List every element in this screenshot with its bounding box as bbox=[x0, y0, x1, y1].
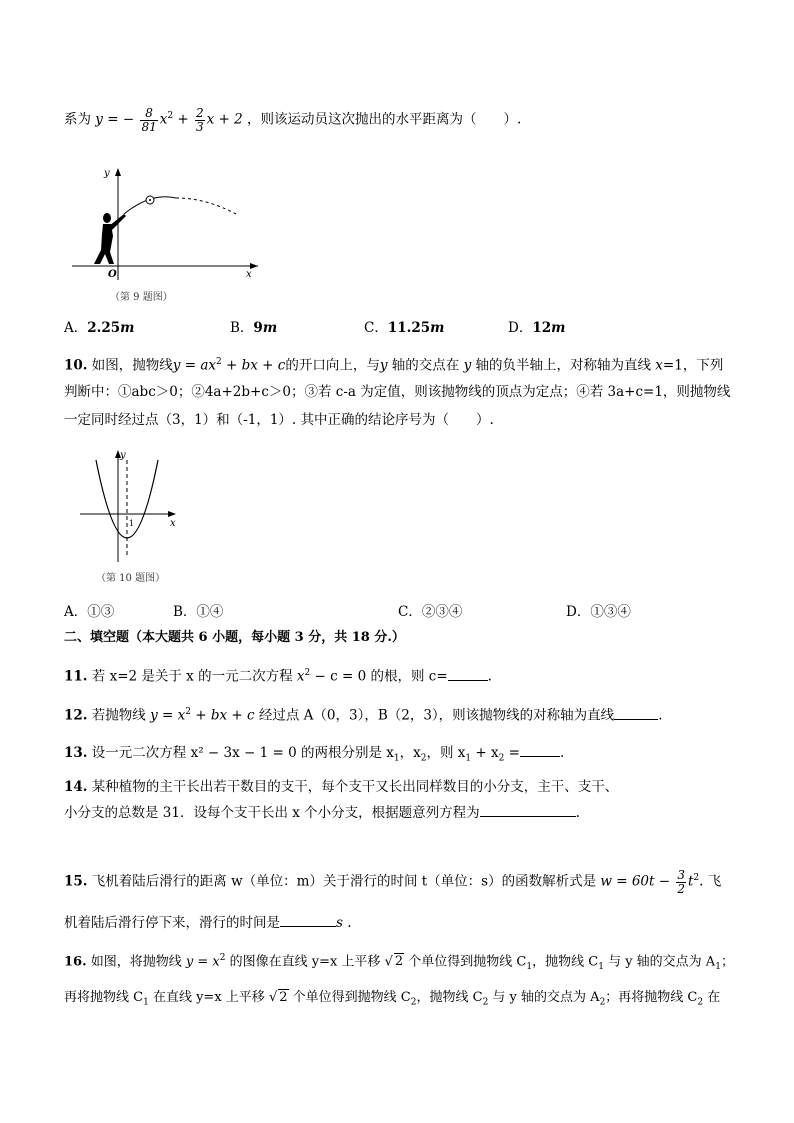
q10-caption: （第 10 题图） bbox=[96, 573, 166, 584]
q14-line2: 小分支的总数是 31．设每个支干长出 x 个小分支，根据题意列方程为 . bbox=[64, 802, 580, 823]
section-2-header: 二、填空题（本大题共 6 小题，每小题 3 分，共 18 分.） bbox=[64, 630, 405, 645]
q16-line1: 16. 如图，将抛物线 $y = x^2$ 的图像在直线 y=x 上平移 √ 2 个单位得到抛物线 $C_1$，抛物线 $C_1$ 与 y 轴的交点为 $A_1$； bbox=[64, 953, 734, 972]
axis-x-label: x bbox=[170, 518, 176, 529]
q11: 11. 若 x=2 是关于 x 的一元二次方程 $x^2 - c = 0$ 的根，则 c= . bbox=[64, 663, 492, 687]
q10-line2: 判断中：①abc＞0；②4a+2b+c＞0；③若 c-a 为定值，则该抛物线的顶点为定点；④若 3a+c=1，则抛物线 bbox=[64, 384, 731, 400]
axis-y-label: y bbox=[104, 168, 110, 179]
q9-option-c: C．11.25m bbox=[364, 320, 445, 336]
q10-option-a: A．①③ bbox=[64, 604, 115, 620]
tick-label: 1 bbox=[129, 519, 135, 528]
fraction-2-3: $\frac{2}{3}$ bbox=[196, 105, 204, 134]
q10-line1: 10. 如图，抛物线$y = ax^2$ + bx + c的开口向上，与y 轴的交点在 y 轴的负半轴上，对称轴为直线 x=1，下列 bbox=[64, 357, 724, 374]
axis-y-label: y bbox=[120, 450, 126, 461]
q9-option-b: B．9m bbox=[230, 320, 278, 336]
axis-x-label: x bbox=[246, 269, 252, 280]
q9-stem: 系为 y = − $\frac{8}{81}$ $x^2$ + $\frac{2}{3}$ x + 2 ，则该运动员这次抛出的水平距离为（ ）. bbox=[64, 105, 522, 134]
q11-answer-blank[interactable] bbox=[448, 666, 488, 681]
q10-figure bbox=[78, 446, 182, 566]
athlete-icon bbox=[94, 213, 126, 264]
q14-answer-blank[interactable] bbox=[480, 802, 576, 817]
q15-line1: 15. 飞机着陆后滑行的距离 w（单位：m）关于滑行的时间 t（单位：s）的函数解析式是 w = 60t − $\frac{3}{2}$ $t^2$. 飞 bbox=[64, 867, 722, 896]
q10-option-d: D．①③④ bbox=[566, 604, 631, 620]
q12: 12. 若抛物线 $y = x^2$ + bx + c 经过点 A（0，3），B（2，3），则该抛物线的对称轴为直线 . bbox=[64, 702, 662, 726]
fraction-3-2: $\frac{3}{2}$ bbox=[677, 867, 685, 896]
q10-option-b: B．①④ bbox=[173, 604, 224, 620]
q9-caption: （第 9 题图） bbox=[110, 292, 173, 303]
q9-option-a: A．2.25m bbox=[64, 320, 135, 336]
q10-line3: 一定同时经过点（3，1）和（-1，1）. 其中正确的结论序号为（ ）. bbox=[64, 412, 494, 428]
q14-line1: 14. 某种植物的主干长出若干数目的支干，每个支干又长出同样数目的小分支，主干、支干、 bbox=[64, 779, 619, 795]
q13-answer-blank[interactable] bbox=[520, 742, 560, 757]
fraction-8-81: $\frac{8}{81}$ bbox=[141, 105, 157, 134]
q12-answer-blank[interactable] bbox=[614, 705, 658, 720]
q13: 13. 设一元二次方程 x² − 3x − 1 = 0 的两根分别是 $x_1$，$x_2$，则 $x_1 + x_2$ = . bbox=[64, 742, 564, 769]
q9-figure bbox=[66, 162, 266, 286]
origin-label: O bbox=[108, 269, 117, 280]
q16-line2: 再将抛物线 $C_1$ 在直线 y=x 上平移 √ 2 个单位得到抛物线 $C_2$，抛物线 $C_2$ 与 y 轴的交点为 $A_2$；再将抛物线 $C_2$ 在 bbox=[64, 990, 721, 1008]
q15-answer-blank[interactable] bbox=[280, 912, 336, 927]
q10-option-c: C．②③④ bbox=[398, 604, 463, 620]
q15-line2: 机着陆后滑行停下来，滑行的时间是 s . bbox=[64, 912, 352, 933]
q9-option-d: D．12m bbox=[508, 320, 566, 336]
